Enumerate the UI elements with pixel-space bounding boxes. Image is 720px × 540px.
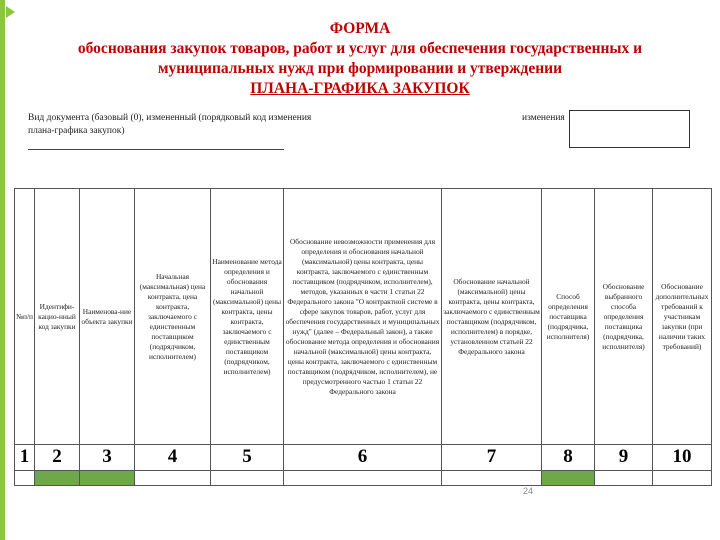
title-line-3: муниципальных нужд при формировании и утверждении xyxy=(157,60,563,77)
column-number: 8 xyxy=(542,445,595,471)
title-line-2: обоснования закупок товаров, работ и услуг для обеспечения государственных и xyxy=(77,40,643,57)
data-cell[interactable] xyxy=(15,470,35,485)
column-number: 4 xyxy=(135,445,211,471)
header-cell: Обоснование дополнительных требований к участникам закупки (при наличии таких требований) xyxy=(653,189,712,445)
document-type-label: Вид документа (базовый (0), измененный (порядковый код изменения плана-графика закупок) xyxy=(28,113,312,136)
data-cell[interactable] xyxy=(284,470,442,485)
column-number: 2 xyxy=(35,445,80,471)
column-number: 9 xyxy=(595,445,653,471)
bullet-arrow-icon xyxy=(6,6,15,18)
header-cell: Наименова-ние объекта закупки xyxy=(80,189,135,445)
column-number-row xyxy=(15,445,712,471)
change-code-box[interactable] xyxy=(569,110,690,148)
header-cell: №п/п xyxy=(15,189,35,445)
header-cell: Способ определения поставщика (подрядчика, исполнителя) xyxy=(542,189,595,445)
document-type-underline xyxy=(28,149,284,150)
table-header-row xyxy=(15,189,712,445)
title-line-4: ПЛАНА-ГРАФИКА ЗАКУПОК xyxy=(250,80,470,97)
column-number: 3 xyxy=(80,445,135,471)
table-data-row xyxy=(15,470,712,485)
column-number: 7 xyxy=(442,445,542,471)
data-cell[interactable] xyxy=(595,470,653,485)
column-number: 10 xyxy=(653,445,712,471)
page-number: 24 xyxy=(523,486,534,496)
form-title xyxy=(0,19,720,99)
data-cell[interactable] xyxy=(653,470,712,485)
column-number: 6 xyxy=(284,445,442,471)
data-cell[interactable] xyxy=(211,470,284,485)
justification-table xyxy=(14,188,712,486)
header-cell: Наименование метода определения и обоснования начальной (максимальной) цены контракта, цены контракта, заключаемого с единственным поставщиком (подрядчиком, исполнителем) xyxy=(211,189,284,445)
data-cell-green[interactable] xyxy=(35,470,80,485)
title-line-1: ФОРМА xyxy=(329,20,391,37)
column-number: 1 xyxy=(15,445,35,471)
change-label: изменения xyxy=(522,113,565,123)
data-cell-green[interactable] xyxy=(542,470,595,485)
data-cell-green[interactable] xyxy=(80,470,135,485)
header-cell: Обоснование невозможности применения для определения и обоснования начальной (максимальной) цены контракта, цены контракта, заключаемого с единственным поставщиком (подрядчиком, исполнителем), методов, указанных в части 1 статьи 22 Федерального закона "О контрактной системе в сфере закупок товаров, работ, услуг для обеспечения государственных и муниципальных нужд" (далее – Федеральный закон), а также обоснование метода определения и обоснования начальной (максимальной) цены контракта, цены контракта, заключаемого с единственным поставщиком (подрядчиком, исполнителем), не предусмотренного частью 1 статьи 22 Федерального закона xyxy=(284,189,442,445)
header-cell: Идентифи-кацио-нный код закупки xyxy=(35,189,80,445)
column-number: 5 xyxy=(211,445,284,471)
header-cell: Начальная (максимальная) цена контракта, цена контракта, заключаемого с единственным поставщиком (подрядчиком, исполнителем) xyxy=(135,189,211,445)
header-cell: Обоснование начальной (максимальной) цены контракта, цены контракта, заключаемого с единственным поставщиком (подрядчиком, исполнителем) в порядке, установленном статьей 22 Федерального закона xyxy=(442,189,542,445)
data-cell[interactable] xyxy=(135,470,211,485)
header-cell: Обоснование выбранного способа определения поставщика (подрядчика, исполнителя) xyxy=(595,189,653,445)
data-cell[interactable] xyxy=(442,470,542,485)
